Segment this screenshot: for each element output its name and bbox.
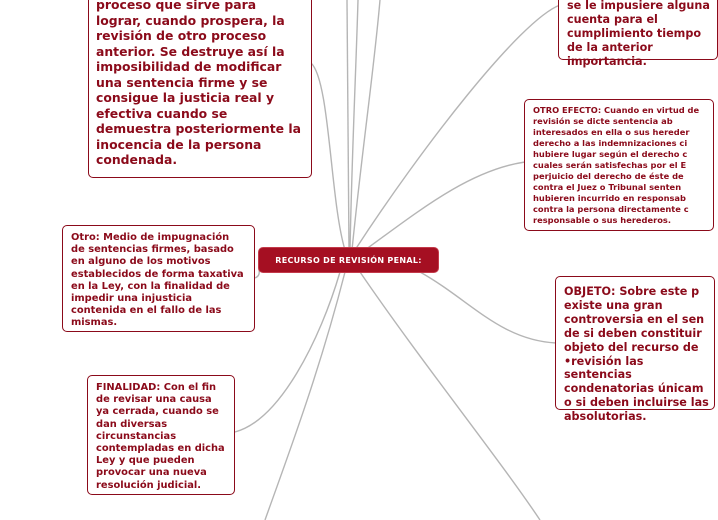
node-definition-text: proceso que sirve para lograr, cuando prospera, la revisión de otro proceso anterior. Se destruye así la imposibilidad de modificar una sentencia firme y se consigue la justicia real y efectiva cuando se demuestra posteriormente la inocencia de la persona condenada. xyxy=(96,0,301,167)
line-objeto xyxy=(420,272,556,343)
line-top-a xyxy=(347,0,349,250)
line-top-b xyxy=(350,0,358,250)
node-finalidad-text: FINALIDAD: Con el fin de revisar una causa ya cerrada, cuando se dan diversas circunstancias contempladas en dicha Ley y que pueden provocar una nueva resolución judicial. xyxy=(96,382,225,491)
line-bottom-right xyxy=(360,272,540,520)
node-top-right[interactable] xyxy=(558,0,718,68)
central-topic[interactable] xyxy=(259,248,438,272)
node-definition[interactable] xyxy=(88,0,312,178)
line-bottom-left xyxy=(265,272,345,520)
line-top-left xyxy=(311,63,345,250)
node-objeto-text: OBJETO: Sobre este p existe una gran controversia en el sen de si deben constituir objeto del recurso de •revisión las sentencias condenatorias únicam o si deben incluirse las absolutorias. xyxy=(564,285,709,424)
node-otro[interactable] xyxy=(62,225,255,332)
line-otro-efecto xyxy=(365,162,525,250)
node-objeto[interactable] xyxy=(555,276,715,424)
node-otro-efecto[interactable] xyxy=(524,99,714,231)
node-finalidad[interactable] xyxy=(87,375,235,495)
node-top-right-text: se le impusiere alguna cuenta para el cumplimiento tiempo de la anterior importancia. xyxy=(567,0,710,68)
node-otro-text: Otro: Medio de impugnación de sentencias firmes, basado en alguno de los motivos establecidos de forma taxativa en la Ley, con la finalidad de impedir una injusticia contenida en el fallo de las mismas. xyxy=(71,232,244,329)
node-otro-efecto-text: OTRO EFECTO: Cuando en virtud de revisión se dicte sentencia ab interesados en ella o sus hereder derecho a las indemnizaciones ci hubiere lugar según el derecho c cuales serán satisfechas por el E perjuicio del derecho de éste de contra el Juez o Tribunal senten hubieren incurrido en responsab contra la persona directamente c responsable o sus herederos. xyxy=(533,105,700,225)
central-topic-label: RECURSO DE REVISIÓN PENAL: xyxy=(275,255,422,265)
